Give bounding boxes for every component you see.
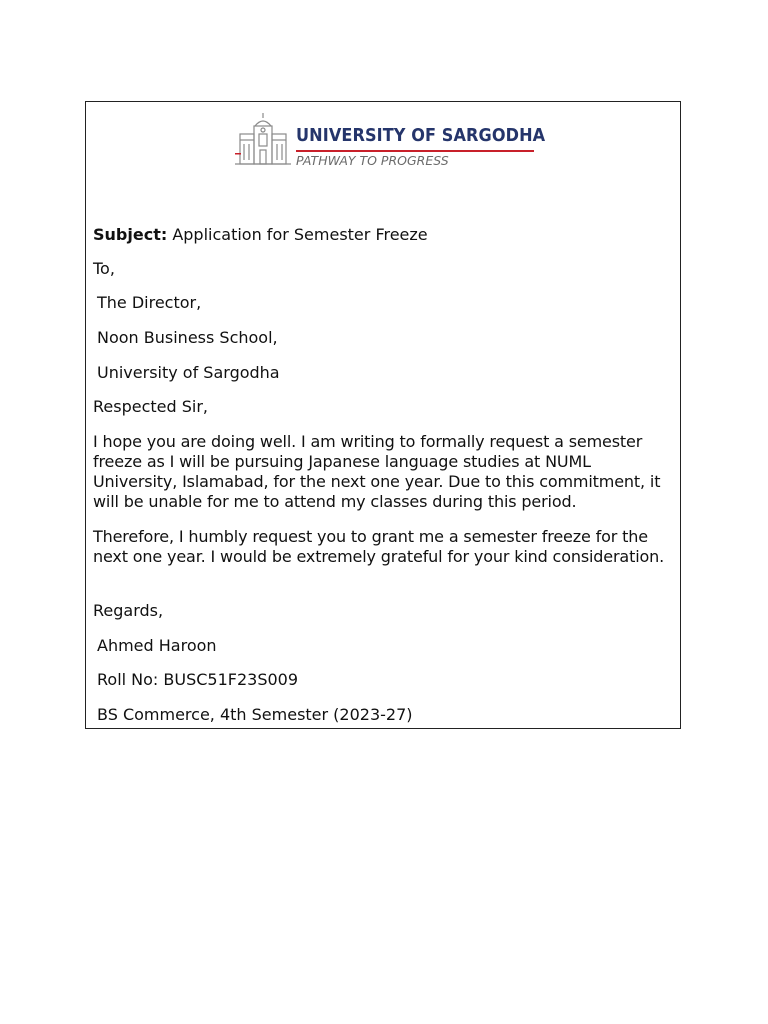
salutation: Respected Sir, xyxy=(93,397,208,416)
letter-document xyxy=(85,101,681,729)
subject-line xyxy=(93,225,675,245)
to-line: To, xyxy=(93,259,115,278)
university-building-icon xyxy=(234,112,292,168)
recipient-university: University of Sargodha xyxy=(97,363,280,382)
subject-text: Application for Semester Freeze xyxy=(167,225,428,244)
body-paragraph-1: I hope you are doing well. I am writing to formally request a semester freeze as I will be pursuing Japanese language studies at NUML University, Islamabad, for the next one year. Due to this commitment, it will be unable for me to attend my classes during this period. xyxy=(93,432,661,511)
closing: Regards, xyxy=(93,601,164,620)
logo-divider xyxy=(296,150,534,152)
subject-label: Subject: xyxy=(93,225,168,244)
recipient-title: The Director, xyxy=(97,293,202,312)
body-paragraph-2: Therefore, I humbly request you to grant me a semester freeze for the next one year. I would be extremely grateful for your kind consideration. xyxy=(93,527,665,566)
recipient-school: Noon Business School, xyxy=(97,328,278,347)
logo-university-name: UNIVERSITY OF SARGODHA xyxy=(296,126,546,146)
university-logo xyxy=(234,112,544,168)
sender-name: Ahmed Haroon xyxy=(97,636,217,655)
logo-tagline: PATHWAY TO PROGRESS xyxy=(296,153,449,168)
program-info: BS Commerce, 4th Semester (2023-27) xyxy=(97,705,413,724)
roll-number: Roll No: BUSC51F23S009 xyxy=(97,670,299,689)
